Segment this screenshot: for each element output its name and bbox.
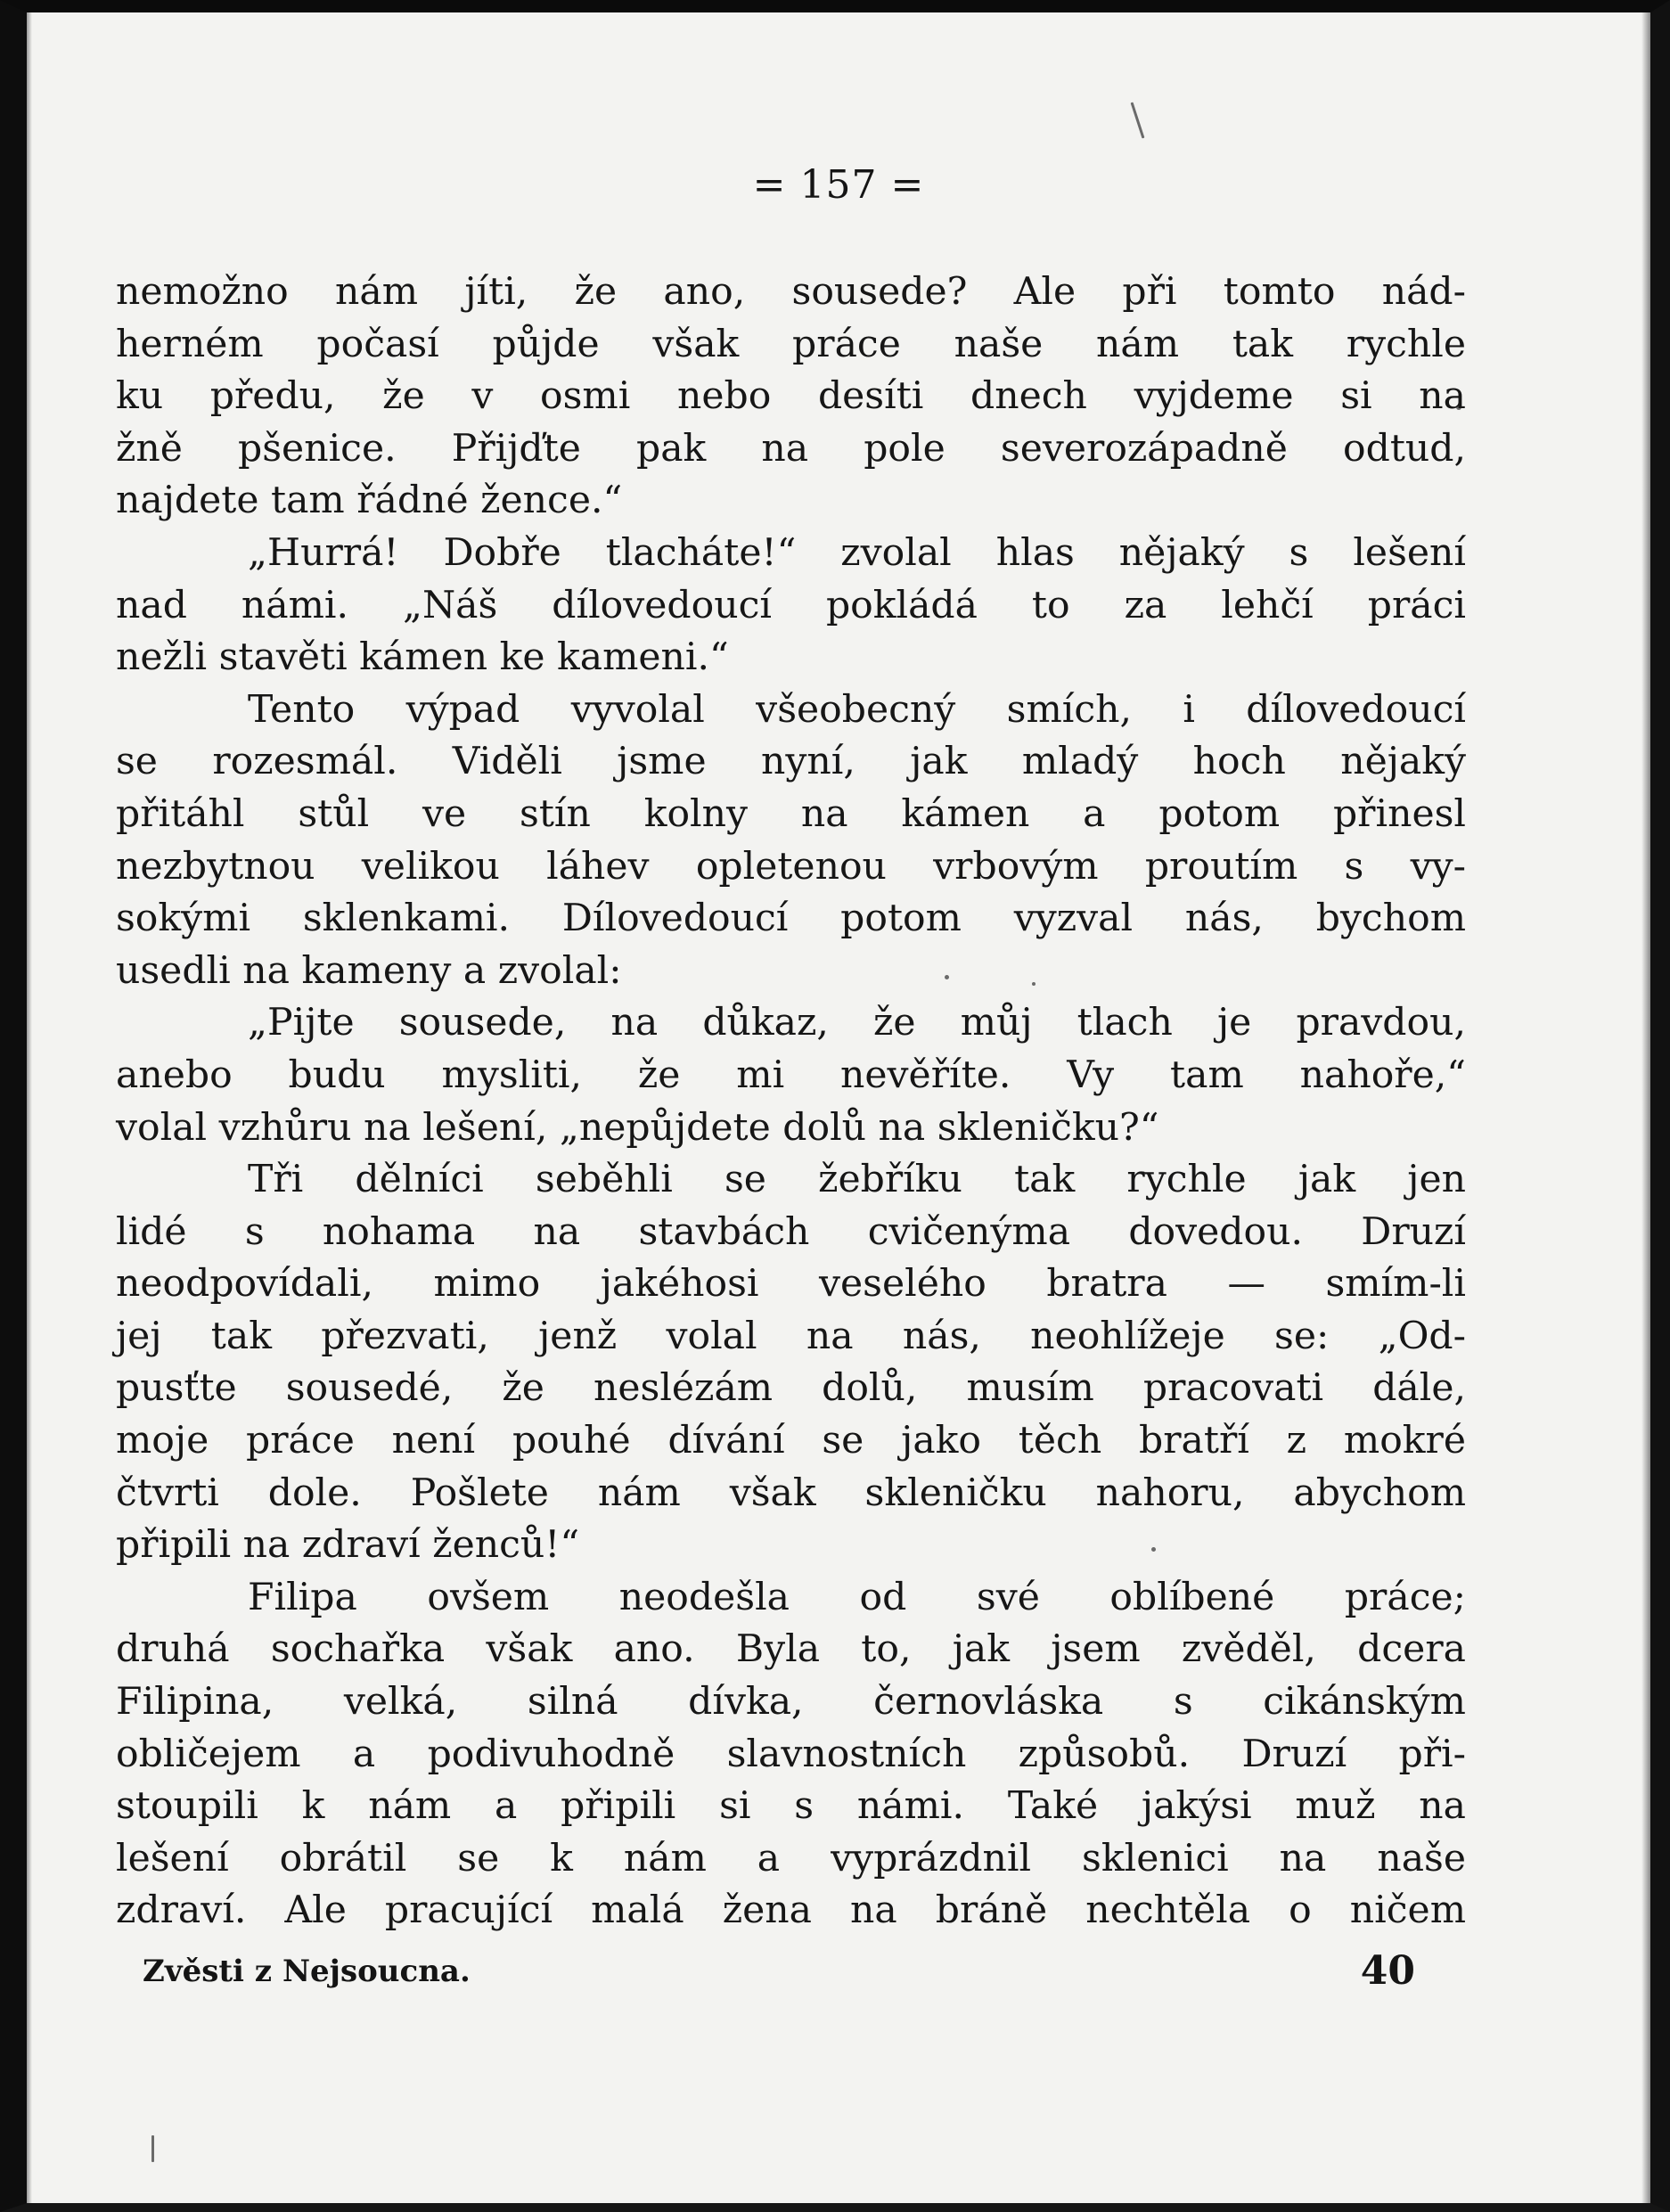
text-line: lidé s nohama na stavbách cvičenýma dovedou. Druzí [116, 1209, 1466, 1254]
text-line: lešení obrátil se k nám a vyprázdnil sklenici na naše [116, 1836, 1466, 1880]
text-line: připili na zdraví ženců!“ [116, 1523, 580, 1568]
text-line: přitáhl stůl ve stín kolny na kámen a potom přinesl [116, 791, 1466, 836]
text-line: „Pijte sousede, na důkaz, že můj tlach je pravdou, [248, 1001, 1466, 1045]
text-line: jej tak přezvati, jenž volal na nás, neohlížeje se: „Od- [116, 1314, 1466, 1358]
text-line: nad námi. „Náš dílovedoucí pokládá to za lehčí práci [116, 583, 1466, 627]
text-line: neodpovídali, mimo jakéhosi veselého bratra — smím-li [116, 1262, 1466, 1307]
text-line: Filipa ovšem neodešla od své oblíbené práce; [248, 1575, 1466, 1619]
text-line: najdete tam řádné žence.“ [116, 479, 623, 523]
text-line: nežli stavěti kámen ke kameni.“ [116, 635, 729, 680]
page-number-header: = 157 = [752, 162, 925, 208]
text-line: žně pšenice. Přijďte pak na pole severozápadně odtud, [116, 426, 1466, 471]
text-line: stoupili k nám a připili si s námi. Také jakýsi muž na [116, 1784, 1466, 1829]
text-line: nezbytnou velikou láhev opletenou vrbovým proutím s vy- [116, 844, 1466, 889]
signature-mark: Zvěsti z Nejsoucna. [143, 1954, 471, 1989]
text-line: nemožno nám jíti, že ano, sousede? Ale při tomto nád- [116, 270, 1466, 314]
text-line: volal vzhůru na lešení, „nepůjdete dolů na skleničku?“ [116, 1105, 1159, 1150]
text-line: obličejem a podivuhodně slavnostních způsobů. Druzí při- [116, 1732, 1466, 1776]
page-edge-shadow-left [27, 12, 32, 2203]
text-line: Tento výpad vyvolal všeobecný smích, i dílovedoucí [248, 687, 1466, 732]
text-line: herném počasí půjde však práce naše nám tak rychle [116, 322, 1466, 366]
text-line: čtvrti dole. Pošlete nám však skleničku nahoru, abychom [116, 1471, 1466, 1515]
text-line: ku předu, že v osmi nebo desíti dnech vyjdeme si na [116, 374, 1466, 419]
text-line: pusťte sousedé, že neslézám dolů, musím pracovati dále, [116, 1366, 1466, 1411]
body-text [116, 266, 1466, 1938]
text-line: anebo budu mysliti, že mi nevěříte. Vy tam nahoře,“ [116, 1053, 1466, 1097]
text-line: Tři dělníci seběhli se žebříku tak rychle jak jen [248, 1158, 1466, 1202]
text-line: druhá sochařka však ano. Byla to, jak jsem zvěděl, dcera [116, 1627, 1466, 1672]
text-line: Filipina, velká, silná dívka, černovláska s cikánským [116, 1680, 1466, 1725]
text-line: zdraví. Ale pracující malá žena na bráně nechtěla o ničem [116, 1888, 1466, 1933]
print-speck [1131, 102, 1145, 139]
text-line: usedli na kameny a zvolal: [116, 948, 622, 993]
page-edge-shadow-right [1641, 12, 1650, 2203]
text-line: se rozesmál. Viděli jsme nyní, jak mladý hoch nějaký [116, 740, 1466, 784]
text-line: sokými sklenkami. Dílovedoucí potom vyzval nás, bychom [116, 897, 1466, 941]
sheet-number: 40 [1360, 1948, 1415, 1994]
print-speck [151, 2135, 154, 2162]
text-line: „Hurrá! Dobře tlacháte!“ zvolal hlas nějaký s lešení [248, 530, 1466, 575]
text-line: moje práce není pouhé dívání se jako těch bratří z mokré [116, 1419, 1466, 1463]
